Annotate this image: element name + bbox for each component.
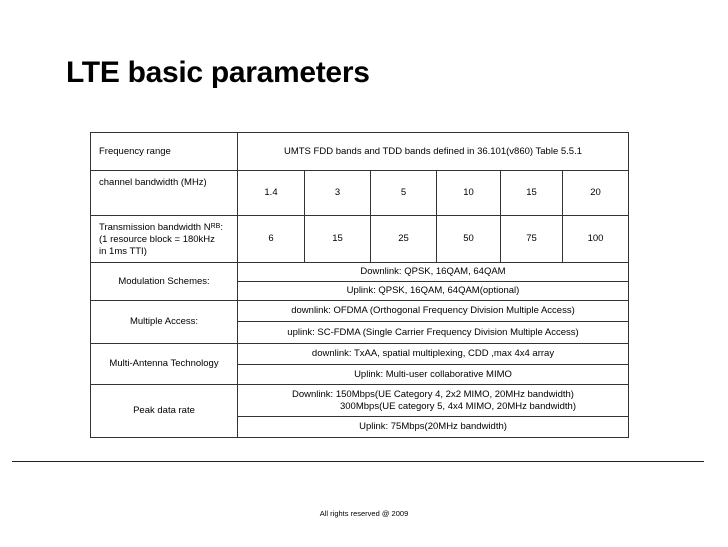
cell-value: 75 xyxy=(501,216,563,263)
cell-value: downlink: OFDMA (Orthogonal Frequency Division Multiple Access) xyxy=(238,301,629,322)
cell-value: downlink: TxAA, spatial multiplexing, CDD ,max 4x4 array xyxy=(238,344,629,365)
cell-value: 10 xyxy=(437,171,501,216)
cell-value: 3 xyxy=(305,171,371,216)
cell-value: 1.4 xyxy=(238,171,305,216)
label-text: : xyxy=(220,221,223,233)
cell-value: 50 xyxy=(437,216,501,263)
label-sup: RB xyxy=(210,222,221,230)
cell-value: uplink: SC-FDMA (Single Carrier Frequency Division Multiple Access) xyxy=(238,322,629,344)
cell-value: Uplink: Multi-user collaborative MIMO xyxy=(238,365,629,385)
cell-value: 15 xyxy=(501,171,563,216)
lte-parameters-table xyxy=(90,132,629,438)
cell-value: 25 xyxy=(371,216,437,263)
table-row xyxy=(91,344,629,365)
cell-value: 5 xyxy=(371,171,437,216)
cell-value: 6 xyxy=(238,216,305,263)
row-label: Peak data rate xyxy=(91,385,238,438)
row-label: Multi-Antenna Technology xyxy=(91,344,238,385)
label-text: (1 resource block = 180kHz xyxy=(99,233,215,245)
cell-value: Uplink: 75Mbps(20MHz bandwidth) xyxy=(238,417,629,438)
row-label: channel bandwidth (MHz) xyxy=(91,171,238,216)
cell-value xyxy=(238,385,629,417)
table-row xyxy=(91,133,629,171)
peak-downlink-line-1: Downlink: 150Mbps(UE Category 4, 2x2 MIMO, 20MHz bandwidth) xyxy=(292,388,574,400)
table-row xyxy=(91,216,629,263)
cell-value: 20 xyxy=(563,171,629,216)
table-row xyxy=(91,263,629,282)
label-text: in 1ms TTI) xyxy=(99,245,147,257)
row-label xyxy=(91,216,238,263)
slide-title: LTE basic parameters xyxy=(66,56,370,89)
cell-value: 100 xyxy=(563,216,629,263)
peak-downlink-line-2: 300Mbps(UE category 5, 4x4 MIMO, 20MHz bandwidth) xyxy=(339,400,576,412)
row-label: Frequency range xyxy=(91,133,238,171)
row-label: Modulation Schemes: xyxy=(91,263,238,301)
cell-value: Downlink: QPSK, 16QAM, 64QAM xyxy=(238,263,629,282)
cell-value: 15 xyxy=(305,216,371,263)
footer-copyright: All rights reserved @ 2009 xyxy=(319,509,409,518)
cell-value: Uplink: QPSK, 16QAM, 64QAM(optional) xyxy=(238,282,629,301)
table-row xyxy=(91,301,629,322)
label-text: Transmission bandwidth N xyxy=(99,221,211,233)
cell-value: UMTS FDD bands and TDD bands defined in 36.101(v860) Table 5.5.1 xyxy=(238,133,629,171)
row-label: Multiple Access: xyxy=(91,301,238,344)
divider xyxy=(12,461,704,462)
table-row xyxy=(91,385,629,417)
table-row xyxy=(91,171,629,216)
